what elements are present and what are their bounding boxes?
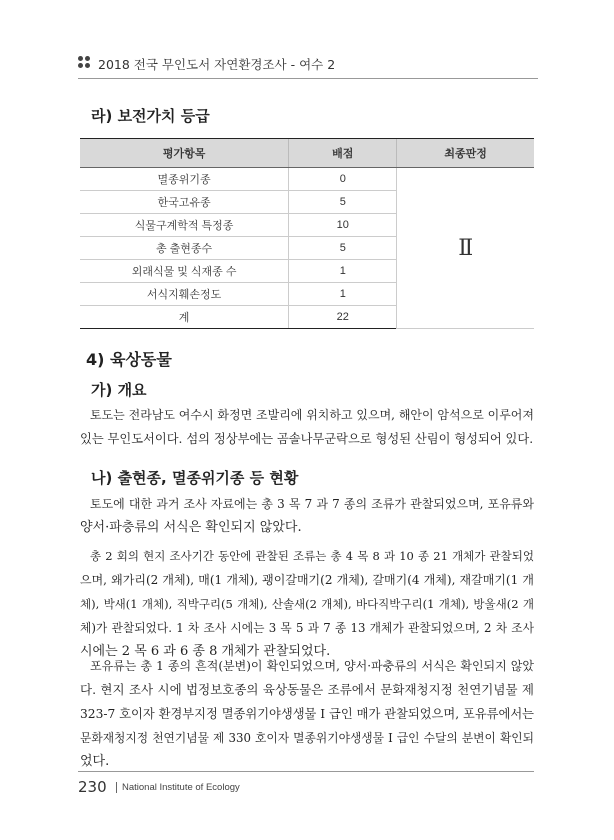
text-line: 체), 박새(1 개체), 직박구리(5 개체), 산솔새(2 개체), 바다직박구리(1 개체), 방울새(2 개 bbox=[80, 597, 534, 611]
row-item: 한국고유종 bbox=[80, 191, 289, 214]
row-score: 1 bbox=[289, 283, 397, 306]
text-line: 시에는 2 목 6 과 6 종 8 개체가 관찰되었다. bbox=[80, 644, 331, 659]
overview-paragraph bbox=[80, 403, 534, 451]
text-line: 323-7 호이자 환경부지정 멸종위기야생생물 I 급인 매가 관찰되었으며, 포유류에서는 bbox=[80, 707, 534, 721]
status-heading: 나) 출현종, 멸종위기종 등 현황 bbox=[91, 469, 299, 487]
row-item: 계 bbox=[80, 306, 289, 329]
col-header-score: 배점 bbox=[289, 139, 397, 168]
row-item: 서식지훼손정도 bbox=[80, 283, 289, 306]
row-score: 1 bbox=[289, 260, 397, 283]
row-item: 외래식물 및 식재종 수 bbox=[80, 260, 289, 283]
text-line: 다. 현지 조사 시에 법정보호종의 육상동물은 조류에서 문화재청지정 천연기념물 제 bbox=[80, 682, 534, 697]
paragraph-protected-species bbox=[80, 654, 534, 774]
row-score: 5 bbox=[289, 237, 397, 260]
text-line: 체)가 관찰되었다. 1 차 조사 시에는 3 목 5 과 7 종 13 개체가 관찰되었으며, 2 차 조사 bbox=[80, 621, 534, 635]
row-item: 멸종위기종 bbox=[80, 168, 289, 191]
text-line: 으며, 왜가리(2 개체), 매(1 개체), 괭이갈매기(2 개체), 갈매기(4 개체), 재갈매기(1 개 bbox=[80, 573, 534, 587]
text-line: 포유류는 총 1 종의 흔적(분변)이 확인되었으며, 양서·파충류의 서식은 확인되지 않았 bbox=[90, 659, 534, 673]
text-line: 었다. bbox=[80, 754, 110, 769]
animals-heading: 4) 육상동물 bbox=[86, 350, 172, 369]
row-score: 5 bbox=[289, 191, 397, 214]
footer-separator bbox=[116, 782, 117, 793]
text-line: 양서·파충류의 서식은 확인되지 않았다. bbox=[80, 520, 302, 535]
text-line: 있는 무인도서이다. 섬의 정상부에는 곰솔나무군락으로 형성된 산림이 형성되어 있다. bbox=[80, 432, 534, 446]
col-header-final: 최종판정 bbox=[397, 139, 534, 168]
text-line: 문화재청지정 천연기념물 제 330 호이자 멸종위기야생생물 I 급인 수달의 분변이 확인되 bbox=[80, 731, 534, 745]
footer-divider bbox=[78, 771, 534, 772]
header-title: 2018 전국 무인도서 자연환경조사 - 여수 2 bbox=[98, 57, 336, 72]
grade-heading: 라) 보전가치 등급 bbox=[91, 107, 210, 125]
row-score: 10 bbox=[289, 214, 397, 237]
page-number: 230 bbox=[78, 778, 107, 796]
table-row bbox=[80, 168, 534, 191]
text-line: 토도는 전라남도 여수시 화정면 조발리에 위치하고 있으며, 해안이 암석으로 이루어져 bbox=[90, 408, 534, 422]
row-score: 0 bbox=[289, 168, 397, 191]
paragraph-past-survey bbox=[80, 492, 534, 540]
row-score: 22 bbox=[289, 306, 397, 329]
final-grade: Ⅱ bbox=[397, 168, 534, 329]
footer-institute: National Institute of Ecology bbox=[122, 782, 240, 793]
grade-table bbox=[80, 138, 534, 329]
grade-table-header bbox=[80, 139, 534, 168]
row-item: 총 출현종수 bbox=[80, 237, 289, 260]
col-header-item: 평가항목 bbox=[80, 139, 289, 168]
text-line: 총 2 회의 현지 조사기간 동안에 관찰된 조류는 총 4 목 8 과 10 종 21 개체가 관찰되었 bbox=[90, 549, 534, 563]
running-header bbox=[78, 52, 538, 74]
overview-heading: 가) 개요 bbox=[91, 381, 147, 399]
row-item: 식물구계학적 특정종 bbox=[80, 214, 289, 237]
header-divider bbox=[78, 78, 538, 79]
paragraph-bird-survey bbox=[80, 544, 534, 664]
text-line: 토도에 대한 과거 조사 자료에는 총 3 목 7 과 7 종의 조류가 관찰되었으며, 포유류와 bbox=[90, 497, 534, 511]
header-dots-icon bbox=[78, 56, 92, 70]
